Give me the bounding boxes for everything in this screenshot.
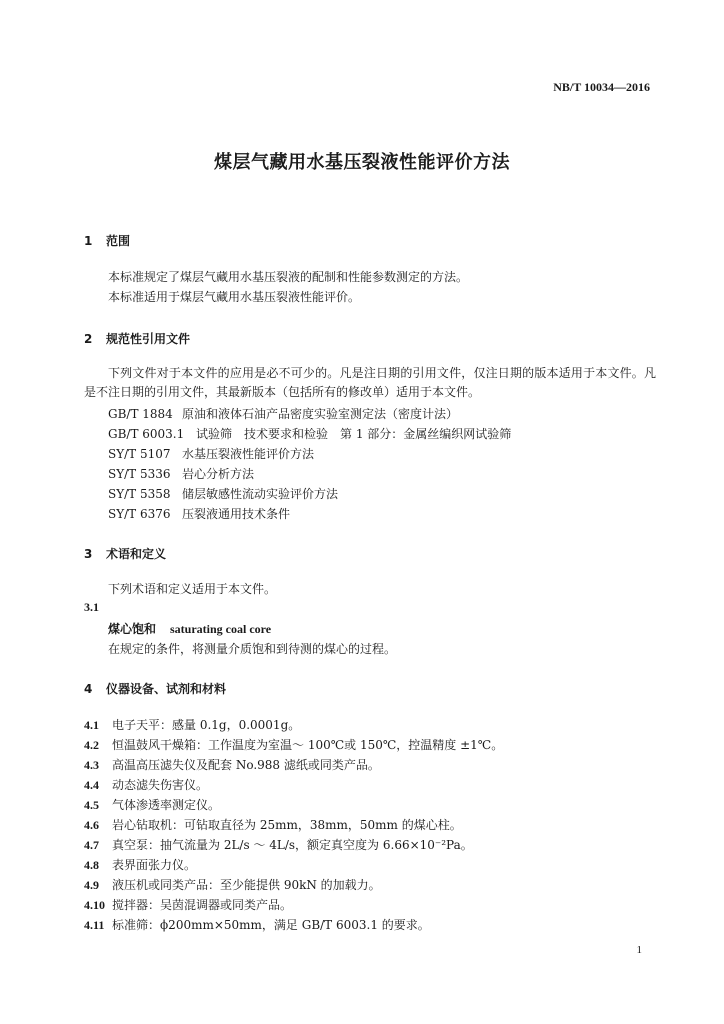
reference-title: 试验筛 技术要求和检验 第 1 部分：金属丝编织网试验筛: [196, 427, 512, 441]
equipment-item: [84, 736, 503, 753]
item-number: 4.11: [84, 918, 105, 932]
reference-code: SY/T 5358: [108, 487, 171, 501]
equipment-item: [84, 836, 473, 853]
equipment-item: [84, 876, 381, 893]
term-definition: 在规定的条件，将测量介质饱和到待测的煤心的过程。: [108, 642, 397, 656]
section-heading-equipment: [84, 680, 226, 697]
item-number: 4.4: [84, 778, 99, 792]
reference-title: 压裂液通用技术条件: [182, 507, 291, 521]
section-title: 仪器设备、试剂和材料: [106, 682, 227, 696]
item-number: 4.5: [84, 798, 99, 812]
section-heading-references: [84, 330, 190, 347]
term-chinese: 煤心饱和: [108, 622, 157, 636]
item-text: 液压机或同类产品：至少能提供 90kN 的加载力。: [112, 878, 381, 892]
item-text: 表界面张力仪。: [112, 858, 197, 872]
reference-code: SY/T 6376: [108, 507, 171, 521]
reference-item: [108, 465, 254, 482]
reference-code: GB/T 1884: [108, 407, 173, 421]
reference-item: [108, 485, 338, 502]
item-number: 4.1: [84, 718, 99, 732]
equipment-item: [84, 896, 292, 913]
item-number: 4.6: [84, 818, 99, 832]
section-title: 范围: [106, 234, 131, 248]
item-text: 气体渗透率测定仪。: [112, 798, 221, 812]
item-text: 高温高压滤失仪及配套 No.988 滤纸或同类产品。: [112, 758, 380, 772]
terms-intro: 下列术语和定义适用于本文件。: [108, 582, 277, 596]
equipment-item: [84, 796, 220, 813]
item-number: 4.7: [84, 838, 99, 852]
reference-title: 水基压裂液性能评价方法: [182, 447, 315, 461]
equipment-item: [84, 856, 196, 873]
equipment-item: [84, 916, 430, 933]
item-text: 标准筛：ϕ200mm×50mm，满足 GB/T 6003.1 的要求。: [112, 918, 430, 932]
section-heading-terms: [84, 545, 166, 562]
term-entry: [108, 620, 271, 637]
item-number: 4.2: [84, 738, 99, 752]
item-text: 搅拌器：吴茵混调器或同类产品。: [112, 898, 293, 912]
item-text: 动态滤失伤害仪。: [112, 778, 209, 792]
section-heading-scope: [84, 232, 130, 249]
page-number: 1: [636, 944, 642, 956]
item-text: 电子天平：感量 0.1g，0.0001g。: [112, 718, 301, 732]
item-number: 4.10: [84, 898, 105, 912]
reference-code: GB/T 6003.1: [108, 427, 185, 441]
section-title: 术语和定义: [106, 547, 167, 561]
term-english: saturating coal core: [170, 622, 272, 636]
item-number: 4.3: [84, 758, 99, 772]
section-number: 4: [84, 682, 93, 696]
equipment-item: [84, 776, 208, 793]
equipment-item: [84, 756, 380, 773]
section-number: 1: [84, 234, 93, 248]
item-text: 真空泵：抽气流量为 2L/s ～ 4L/s，额定真空度为 6.66×10⁻²Pa。: [112, 838, 473, 852]
reference-title: 岩心分析方法: [182, 467, 255, 481]
item-number: 4.9: [84, 878, 99, 892]
item-number: 4.8: [84, 858, 99, 872]
reference-item: [108, 425, 511, 442]
reference-item: [108, 445, 314, 462]
reference-title: 储层敏感性流动实验评价方法: [182, 487, 339, 501]
reference-item: [108, 405, 458, 422]
scope-line-1: 本标准规定了煤层气藏用水基压裂液的配制和性能参数测定的方法。: [108, 270, 469, 284]
scope-line-2: 本标准适用于煤层气藏用水基压裂液性能评价。: [108, 290, 361, 304]
reference-code: SY/T 5107: [108, 447, 171, 461]
equipment-item: [84, 816, 462, 833]
reference-title: 原油和液体石油产品密度实验室测定法（密度计法）: [182, 407, 459, 421]
section-title: 规范性引用文件: [106, 332, 191, 346]
references-intro: 下列文件对于本文件的应用是必不可少的。凡是注日期的引用文件，仅注日期的版本适用于本文件。凡是不注日期的引用文件，其最新版本（包括所有的修改单）适用于本文件。: [84, 366, 656, 399]
equipment-item: [84, 716, 300, 733]
section-number: 2: [84, 332, 93, 346]
reference-code: SY/T 5336: [108, 467, 171, 481]
reference-item: [108, 505, 290, 522]
item-text: 恒温鼓风干燥箱：工作温度为室温～ 100℃或 150℃，控温精度 ±1℃。: [112, 738, 504, 752]
standard-number: NB/T 10034—2016: [553, 80, 650, 94]
document-title: 煤层气藏用水基压裂液性能评价方法: [214, 152, 510, 173]
item-text: 岩心钻取机：可钻取直径为 25mm，38mm，50mm 的煤心柱。: [112, 818, 462, 832]
clause-number: 3.1: [84, 600, 99, 614]
section-number: 3: [84, 547, 93, 561]
